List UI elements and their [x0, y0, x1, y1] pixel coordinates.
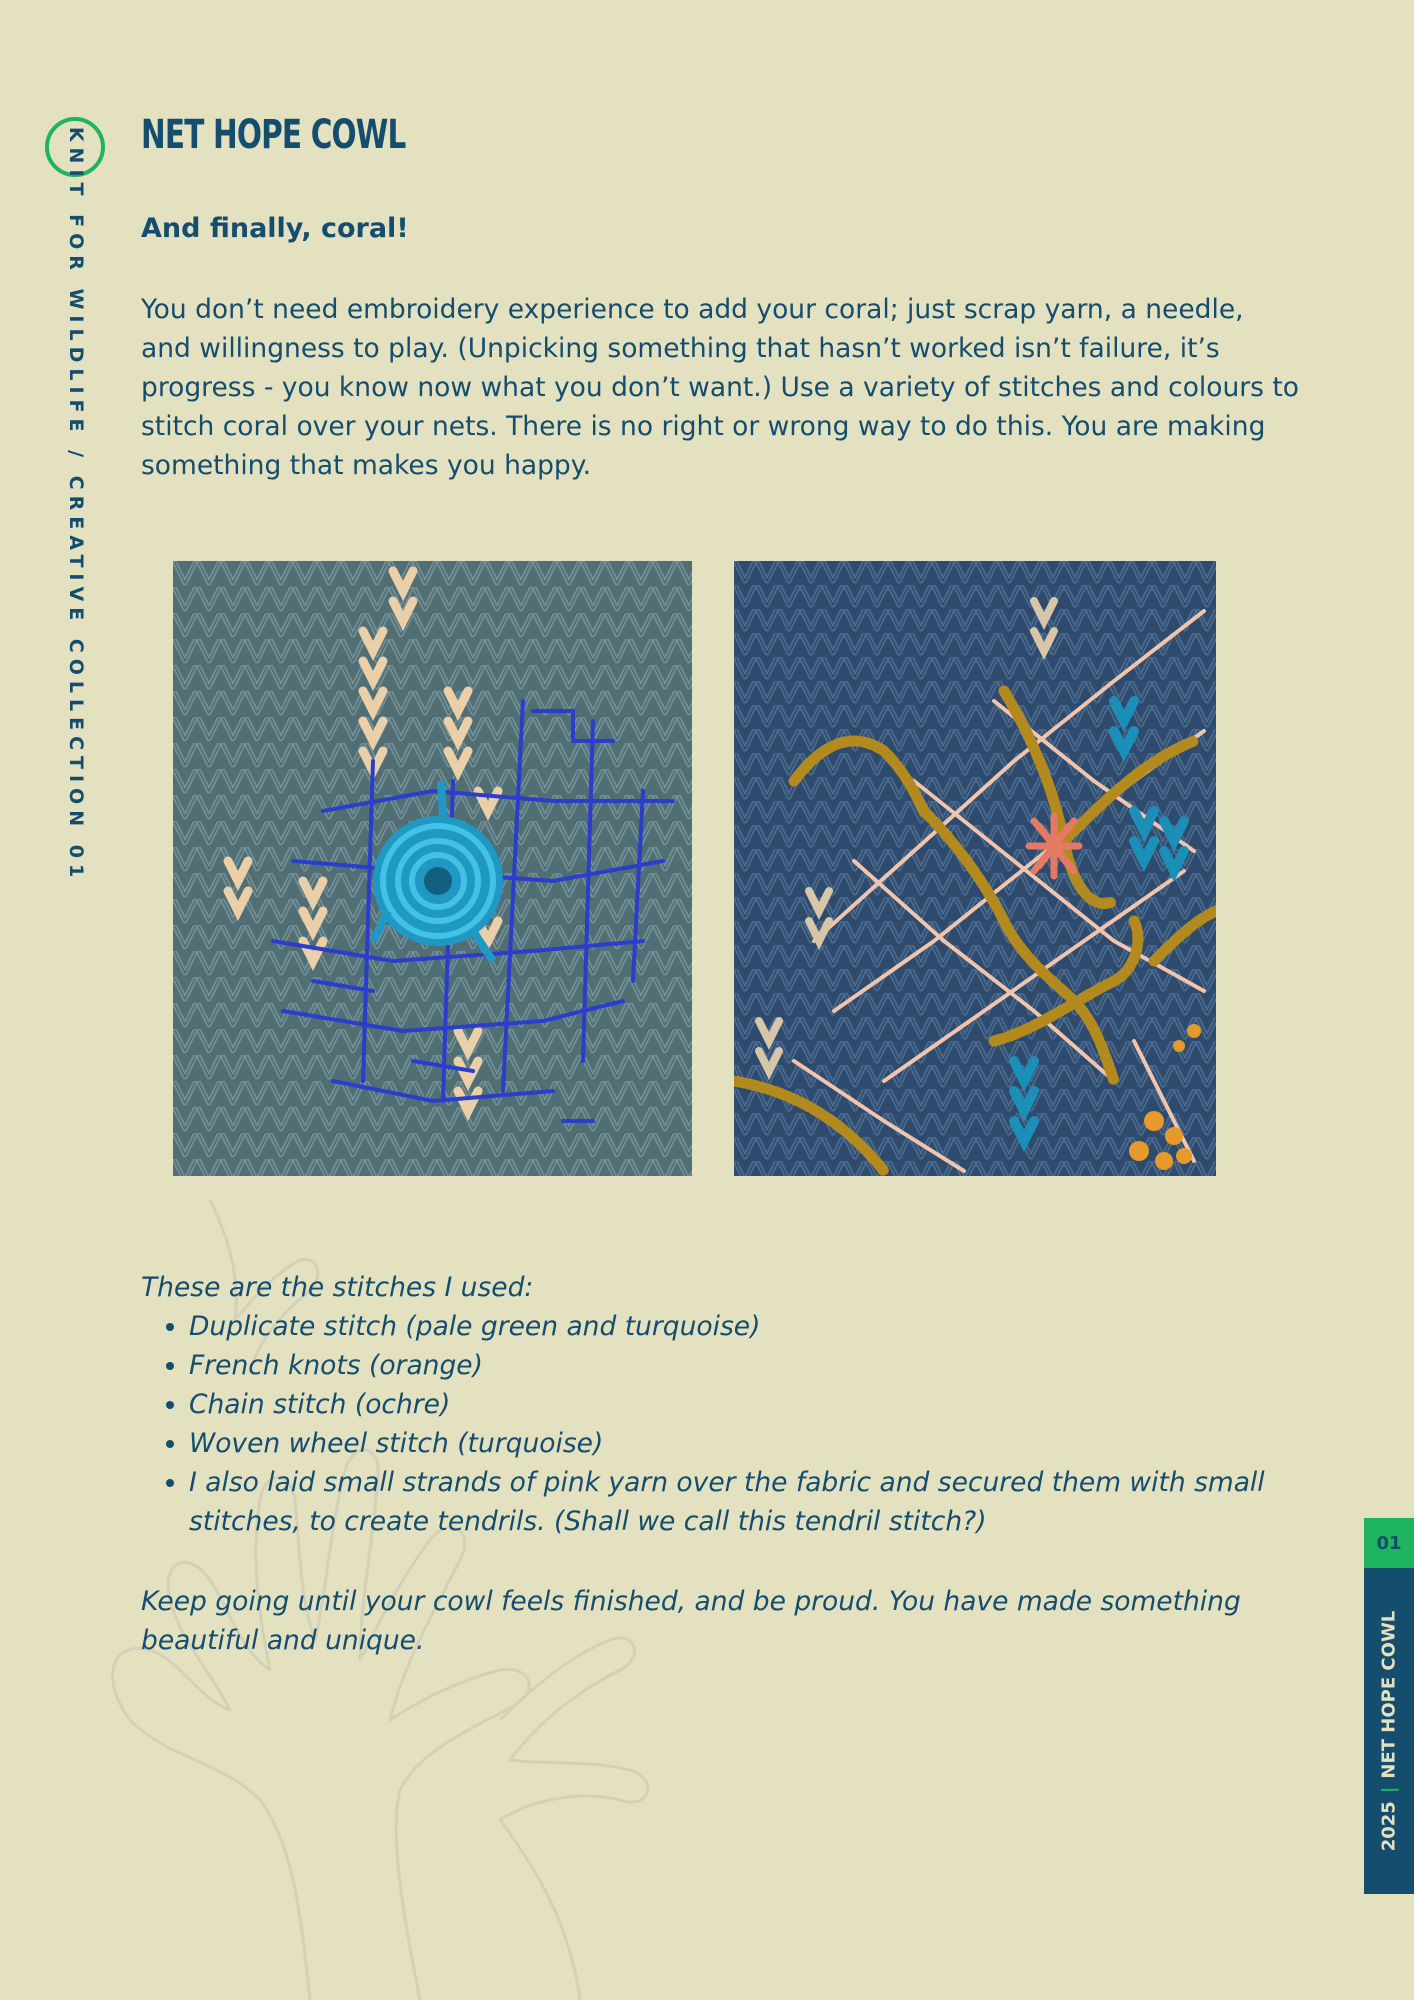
page-title: NET HOPE COWL — [141, 112, 406, 158]
page-tab — [1364, 1518, 1414, 1894]
intro-paragraph: You don’t need embroidery experience to add your coral; just scrap yarn, a needle, and willingness to play. (Unpicking something that hasn’t worked isn’t failure, it’s progress - you know now what you don’t want.) Use a variety of stitches and colours to stitch coral over your nets. There is no right or wrong way to do this. You are making something that makes you happy. — [141, 294, 1300, 481]
section-subtitle: And finally, coral! — [141, 213, 409, 244]
page-tab-separator: | — [1378, 1786, 1400, 1794]
page-tab-body — [1364, 1568, 1414, 1894]
list-item: • Duplicate stitch (pale green and turquoise) — [189, 1307, 1301, 1346]
page-number: 01 — [1364, 1518, 1414, 1568]
photo-chain-stitch — [734, 561, 1216, 1176]
list-item: • Woven wheel stitch (turquoise) — [189, 1424, 1301, 1463]
photo-woven-wheel — [173, 561, 692, 1176]
closing-paragraph: Keep going until your cowl feels finished, and be proud. You have made something beautiful and unique. — [141, 1586, 1241, 1656]
list-item: • I also laid small strands of pink yarn over the fabric and secured them with small stitches, to create tendrils. (Shall we call this tendril stitch?) — [189, 1463, 1301, 1541]
page-tab-text — [1379, 1611, 1400, 1852]
page-tab-year: 2025 — [1378, 1801, 1400, 1852]
stitches-section — [141, 1268, 1301, 1541]
page-tab-label: NET HOPE COWL — [1378, 1610, 1400, 1779]
stitches-heading: These are the stitches I used: — [141, 1272, 534, 1303]
list-item: • Chain stitch (ochre) — [189, 1385, 1301, 1424]
side-label-text: KNIT FOR WILDLIFE / CREATIVE COLLECTION 01 — [65, 126, 87, 884]
list-item: • French knots (orange) — [189, 1346, 1301, 1385]
stitches-list — [141, 1307, 1301, 1541]
